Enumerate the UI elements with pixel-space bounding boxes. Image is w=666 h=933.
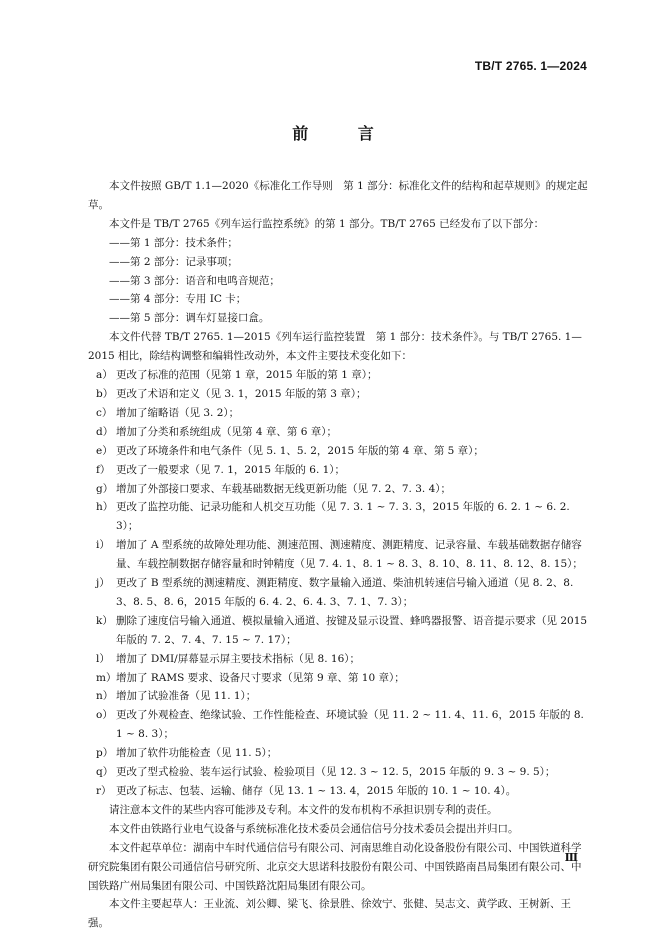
intro-paragraph: 本文件是 TB/T 2765《列车运行监控系统》的第 1 部分。TB/T 2765 已经发布了以下部分： (109, 217, 545, 230)
parts-list (88, 234, 588, 329)
change-label: h） (96, 501, 114, 514)
replace-paragraph: 本文件代替 TB/T 2765. 1—2015《列车运行监控装置 第 1 部分：技术条件》。与 TB/T 2765. 1—2015 相比，除结构调整和编辑性改动外，本文件主要技术变化如下： (88, 331, 582, 363)
change-text: 删除了速度信号输入通道、模拟量输入通道、按键及显示设置、蜂鸣器报警、语音提示要求（见 2015 年版的 7. 2、7. 4、7. 15 ~ 7. 17）； (116, 614, 588, 646)
change-label: r） (96, 785, 112, 797)
change-text: 增加了 DMI/屏幕显示屏主要技术指标（见 8. 16）； (116, 652, 360, 665)
change-item (88, 480, 588, 499)
change-label: p） (96, 747, 114, 760)
change-text: 增加了缩略语（见 3. 2）； (116, 406, 240, 419)
change-text: 更改了术语和定义（见 3. 1，2015 年版的第 3 章）； (116, 387, 367, 400)
change-text: 更改了环境条件和电气条件（见 5. 1、5. 2，2015 年版的第 4 章、第 5 章）； (116, 444, 484, 457)
change-item (88, 498, 588, 536)
drafting-units-paragraph: 本文件起草单位：湖南中车时代通信信号有限公司、河南思维自动化设备股份有限公司、中国铁道科学研究院集团有限公司通信信号研究所、北京交大思诺科技股份有限公司、中国铁路南昌局集团有限公司、中国铁路广州局集团有限公司、中国铁路沈阳局集团有限公司。 (88, 841, 582, 892)
patent-notice: 请注意本文件的某些内容可能涉及专利。本文件的发布机构不承担识别专利的责任。 (109, 803, 498, 816)
part-item: ——第 5 部分：调车灯显接口盒。 (109, 312, 270, 325)
change-item (88, 366, 588, 385)
change-item (88, 763, 588, 782)
document-body (88, 177, 588, 933)
change-item (88, 687, 588, 706)
change-text: 更改了外观检查、绝缘试验、工作性能检查、环境试验（见 11. 2 ~ 11. 4、11. 6，2015 年版的 8. 1 ~ 8. 3）； (116, 709, 584, 741)
change-text: 更改了标志、包装、运输、储存（见 13. 1 ~ 13. 4，2015 年版的 10. 1 ~ 10. 4）。 (116, 785, 517, 797)
change-text: 增加了 RAMS 要求、设备尺寸要求（见第 9 章、第 10 章）； (116, 671, 405, 684)
page-number: Ⅲ (564, 851, 578, 864)
changes-list (88, 366, 588, 801)
page-title: 前 言 (292, 124, 396, 143)
change-item (88, 706, 588, 744)
change-item (88, 669, 588, 688)
change-label: f） (96, 463, 111, 476)
change-text: 更改了标准的范围（见第 1 章，2015 年版的第 1 章）； (116, 369, 378, 382)
change-text: 更改了监控功能、记录功能和人机交互功能（见 7. 3. 1 ~ 7. 3. 3，2015 年版的 6. 2. 1 ~ 6. 2. 3）； (116, 501, 570, 533)
change-label: j） (96, 577, 110, 590)
change-label: o） (96, 709, 113, 722)
change-item (88, 782, 588, 801)
change-text: 增加了 A 型系统的故障处理功能、测速范围、测速精度、测距精度、记录容量、车载基础数据存储容量、车载控制数据存储容量和时钟精度（见 7. 4. 1、8. 1 ~ 8. 3、8. 10、8. 11、8. 12、8. 15）； (116, 539, 583, 571)
change-text: 增加了外部接口要求、车载基础数据无线更新功能（见 7. 2、7. 3. 4）； (116, 482, 452, 495)
change-item (88, 461, 588, 480)
change-text: 更改了一般要求（见 7. 1，2015 年版的 6. 1）； (116, 463, 346, 476)
change-item (88, 612, 588, 650)
change-item (88, 650, 588, 669)
change-item (88, 574, 588, 612)
change-label: n） (96, 690, 114, 703)
change-label: q） (96, 766, 114, 779)
change-label: c） (96, 406, 113, 419)
proposer-paragraph: 本文件由铁路行业电气设备与系统标准化技术委员会通信信号分技术委员会提出并归口。 (109, 822, 519, 835)
part-item: ——第 2 部分：记录事项； (109, 255, 238, 268)
intro-paragraph: 本文件按照 GB/T 1.1—2020《标准化工作导则 第 1 部分：标准化文件的结构和起草规则》的规定起草。 (88, 180, 588, 211)
drafters-paragraph: 本文件主要起草人：王业流、刘公卿、梁飞、徐景胜、徐效宁、张健、吴志文、黄学政、王树新、王强。 (88, 898, 571, 930)
change-label: a） (96, 369, 113, 382)
change-label: e） (96, 444, 113, 457)
change-label: k） (96, 614, 113, 627)
part-item: ——第 1 部分：技术条件； (109, 236, 238, 249)
change-item (88, 385, 588, 404)
change-text: 更改了型式检验、装车运行试验、检验项目（见 12. 3 ~ 12. 5，2015 年版的 9. 3 ~ 9. 5）； (116, 766, 556, 779)
change-label: d） (96, 425, 114, 438)
change-item (88, 744, 588, 763)
change-text: 增加了试验准备（见 11. 1）； (116, 690, 257, 703)
part-item: ——第 4 部分：专用 IC 卡； (109, 293, 247, 306)
standard-number: TB/T 2765. 1—2024 (474, 59, 587, 73)
change-label: m） (96, 671, 117, 684)
change-item (88, 404, 588, 423)
change-text: 增加了软件功能检查（见 11. 5）； (116, 747, 278, 760)
change-label: l） (96, 652, 110, 665)
change-item (88, 423, 588, 442)
part-item: ——第 3 部分：语音和电鸣音规范； (109, 274, 280, 287)
change-text: 更改了 B 型系统的测速精度、测距精度、数字量输入通道、柴油机转速信号输入通道（见 8. 2、8. 3、8. 5、8. 6，2015 年版的 6. 4. 2、6. 4. 3、7. 1、7. 3）； (116, 577, 574, 608)
change-item (88, 442, 588, 461)
change-text: 增加了分类和系统组成（见第 4 章、第 6 章）； (116, 425, 337, 438)
change-label: b） (96, 387, 114, 400)
change-label: i） (96, 539, 110, 552)
change-label: g） (96, 482, 114, 495)
change-item (88, 536, 588, 574)
